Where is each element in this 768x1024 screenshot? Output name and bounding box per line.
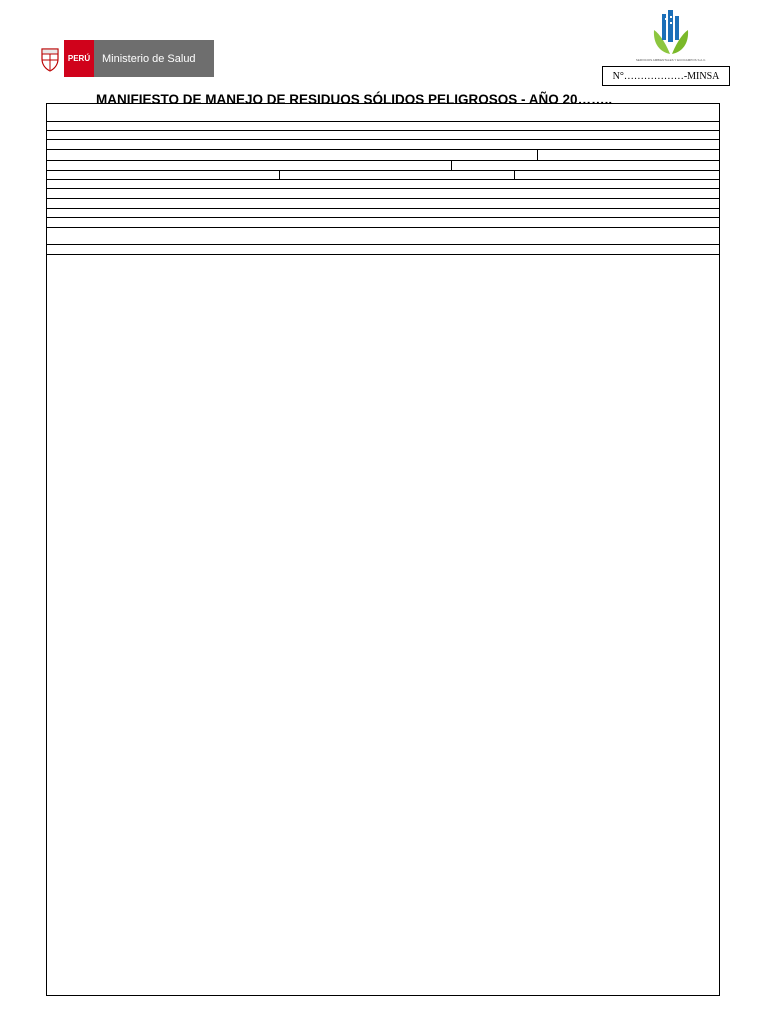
ministry-label: Ministerio de Salud: [94, 40, 214, 77]
form-cell: [47, 218, 50, 227]
form-row: [47, 180, 719, 189]
form-cell: [297, 131, 300, 139]
form-cell: [47, 109, 50, 121]
main-title: MANIFIESTO DE MANEJO DE RESIDUOS SÓLIDOS PELIGROSOS - AÑO 20……..: [96, 92, 613, 107]
peru-crest-icon: [36, 44, 64, 74]
form-cell: [537, 150, 541, 160]
form-cell: [47, 228, 50, 244]
form-row: [47, 171, 719, 180]
form-cell: [47, 122, 50, 130]
page-header: [0, 0, 768, 107]
form-cell: [315, 228, 318, 244]
minsa-number-box: N°………………-MINSA: [602, 66, 730, 86]
form-cell: [47, 171, 50, 179]
form-row: [47, 199, 719, 209]
form-row: [47, 228, 719, 245]
form-cell: [47, 131, 50, 139]
form-row: [47, 218, 719, 228]
form-row: [47, 245, 719, 255]
form-cell: [47, 245, 50, 254]
form-cell: [279, 171, 283, 179]
form-row: [47, 122, 719, 131]
manifest-form: [46, 103, 720, 996]
form-row: [47, 109, 719, 122]
company-caption: SERVICIOS AMBIENTALES Y ECOCAMPOS S.A.C.: [635, 58, 707, 62]
form-row: [47, 150, 719, 161]
form-row: [47, 161, 719, 171]
ministry-logo: [36, 40, 214, 77]
form-cell: [47, 209, 50, 217]
form-row: [47, 131, 719, 140]
form-cell: [47, 199, 50, 208]
form-cell: [523, 131, 526, 139]
form-row: [47, 140, 719, 150]
form-cell: [510, 180, 513, 188]
form-cell: [47, 161, 50, 170]
form-cell: [47, 140, 50, 149]
form-cell: [181, 228, 184, 244]
form-cell: [451, 161, 455, 170]
form-cell: [47, 189, 50, 198]
form-cell: [514, 171, 518, 179]
form-cell: [492, 228, 495, 244]
form-cell: [47, 180, 50, 188]
peru-label: PERÚ: [64, 40, 94, 77]
form-row: [47, 209, 719, 218]
form-cell: [510, 189, 513, 198]
form-cell: [47, 150, 50, 160]
form-row: [47, 189, 719, 199]
